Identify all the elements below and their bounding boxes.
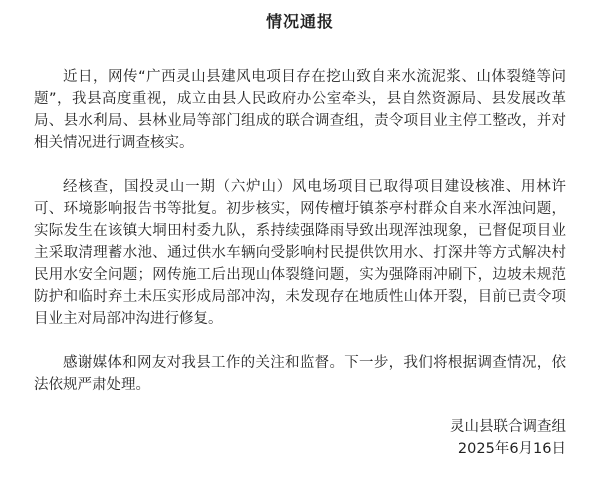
paragraph-findings: 经核查，国投灵山一期（六炉山）风电场项目已取得项目建设核准、用林许可、环境影响报告书等批复。初步核实，网传檀圩镇茶亭村群众自来水浑浊问题，实际发生在该镇大垌田村委九队，系持续强降雨导致出现浑浊现象，已督促项目业主采取清理蓄水池、通过供水车辆向受影响村民提供饮用水、打深井等方式解决村民用水安全问题；网传施工后出现山体裂缝问题，实为强降雨冲刷下，边坡未规范防护和临时弃土未压实形成局部冲沟，未发现存在地质性山体开裂，目前已责令项目业主对局部冲沟进行修复。 [34, 179, 566, 327]
paragraph-closing: 感谢媒体和网友对我县工作的关注和监督。下一步，我们将根据调查情况，依法依规严肃处理。 [34, 355, 566, 393]
notice-title: 情况通报 [265, 12, 334, 31]
signature-block [450, 416, 566, 460]
signature-date: 2025年6月16日 [457, 441, 566, 457]
signature-org: 灵山县联合调查组 [450, 419, 566, 435]
paragraph-intro: 近日，网传“广西灵山县建风电项目存在挖山致自来水流泥浆、山体裂缝等问题”，我县高度重视，成立由县人民政府办公室牵头，县自然资源局、县发展改革局、县水利局、县林业局等部门组成的联合调查组，责令项目业主停工整改，并对相关情况进行调查核实。 [34, 69, 566, 151]
